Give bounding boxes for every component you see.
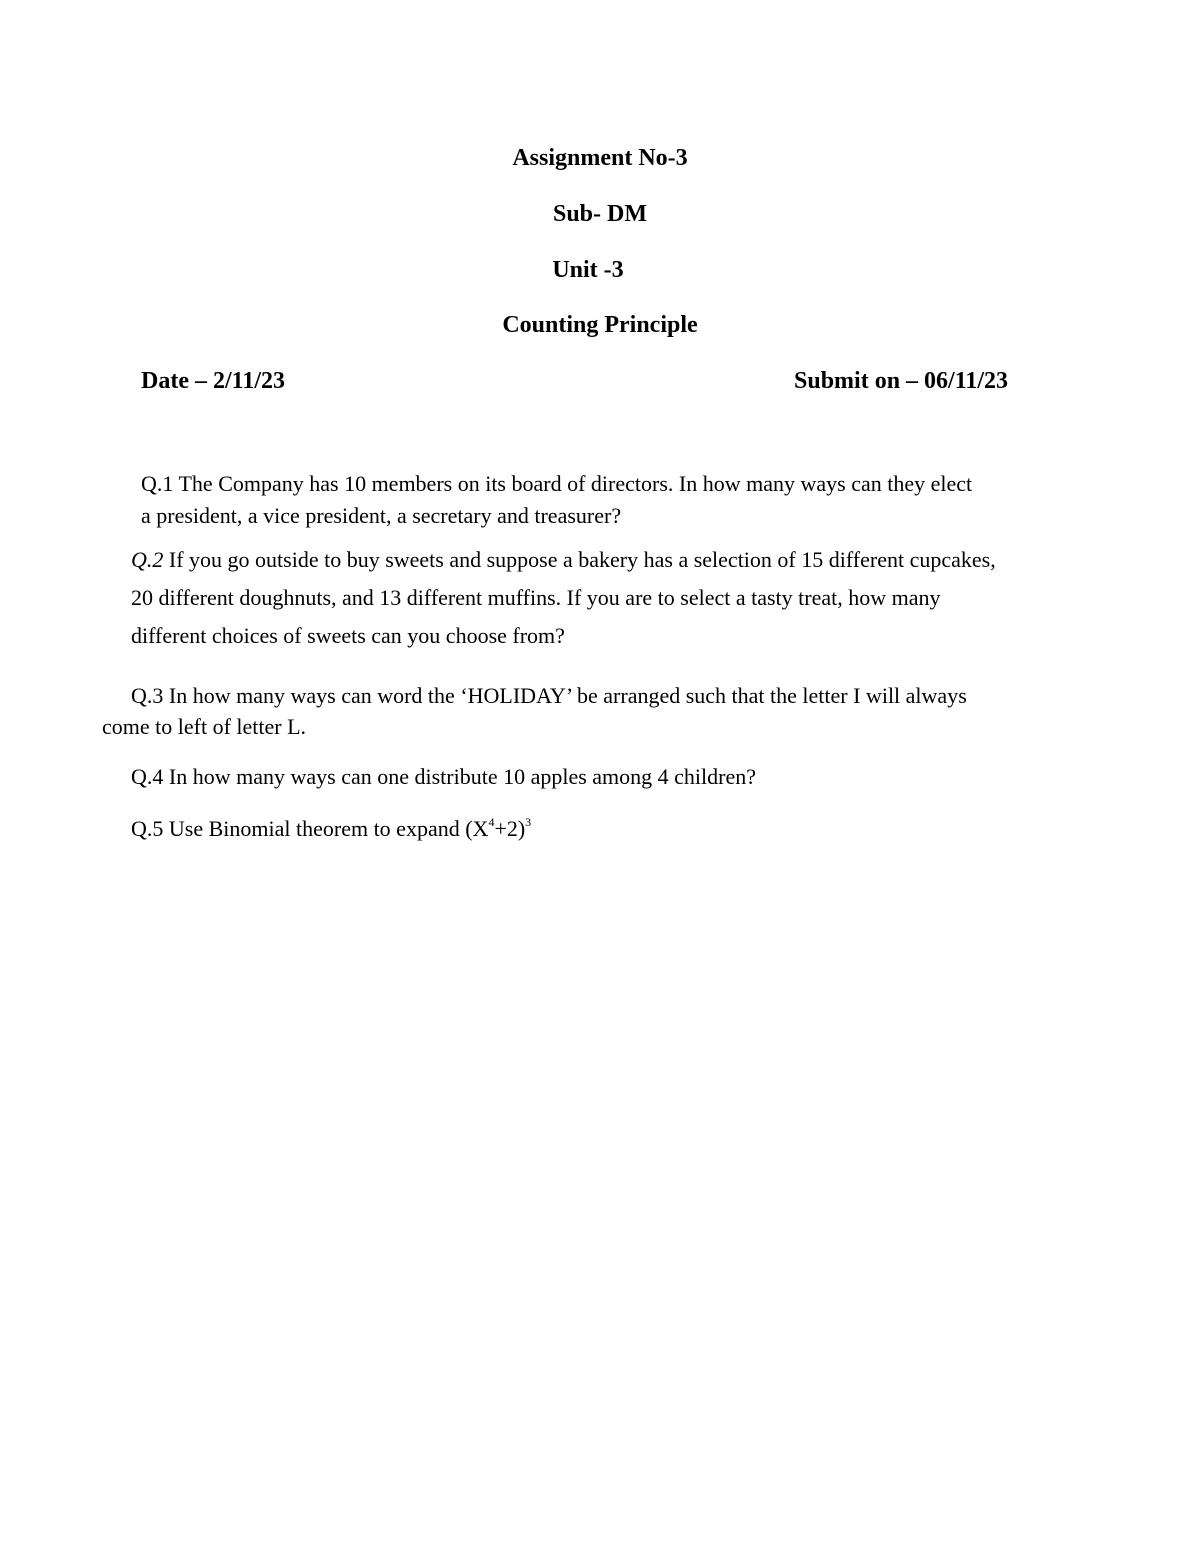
assignment-title: Assignment No-3 bbox=[512, 145, 688, 171]
question-5-middle: +2) bbox=[494, 816, 526, 841]
question-5-exponent-2: 3 bbox=[525, 815, 532, 829]
question-1-line-1: Q.1 The Company has 10 members on its board of directors. In how many ways can they elect bbox=[141, 471, 973, 496]
question-3-line-2: come to left of letter L. bbox=[102, 714, 307, 739]
question-2-line-1-text: If you go outside to buy sweets and suppose a bakery has a selection of 15 different cupcakes, bbox=[163, 547, 996, 572]
unit-heading: Unit -3 bbox=[552, 257, 624, 283]
question-5-exponent-1: 4 bbox=[488, 815, 495, 829]
topic-heading: Counting Principle bbox=[502, 312, 698, 338]
question-2-line-3: different choices of sweets can you choose from? bbox=[131, 623, 565, 648]
submission-date: Submit on – 06/11/23 bbox=[794, 368, 1009, 394]
question-3-line-1: Q.3 In how many ways can word the ‘HOLIDAY’ be arranged such that the letter I will always bbox=[131, 683, 967, 708]
question-1-line-2: a president, a vice president, a secretary and treasurer? bbox=[141, 503, 622, 528]
question-4: Q.4 In how many ways can one distribute 10 apples among 4 children? bbox=[131, 764, 757, 789]
question-5-prefix: Q.5 Use Binomial theorem to expand (X bbox=[131, 816, 489, 841]
question-2-number: Q.2 bbox=[131, 547, 164, 572]
question-2 bbox=[131, 541, 996, 655]
subject-heading: Sub- DM bbox=[552, 201, 648, 227]
question-1 bbox=[141, 468, 972, 532]
question-2-line-2: 20 different doughnuts, and 13 different muffins. If you are to select a tasty treat, how many bbox=[131, 585, 941, 610]
question-5 bbox=[131, 813, 531, 845]
issue-date: Date – 2/11/23 bbox=[141, 368, 285, 394]
question-2-line-1 bbox=[131, 541, 996, 579]
